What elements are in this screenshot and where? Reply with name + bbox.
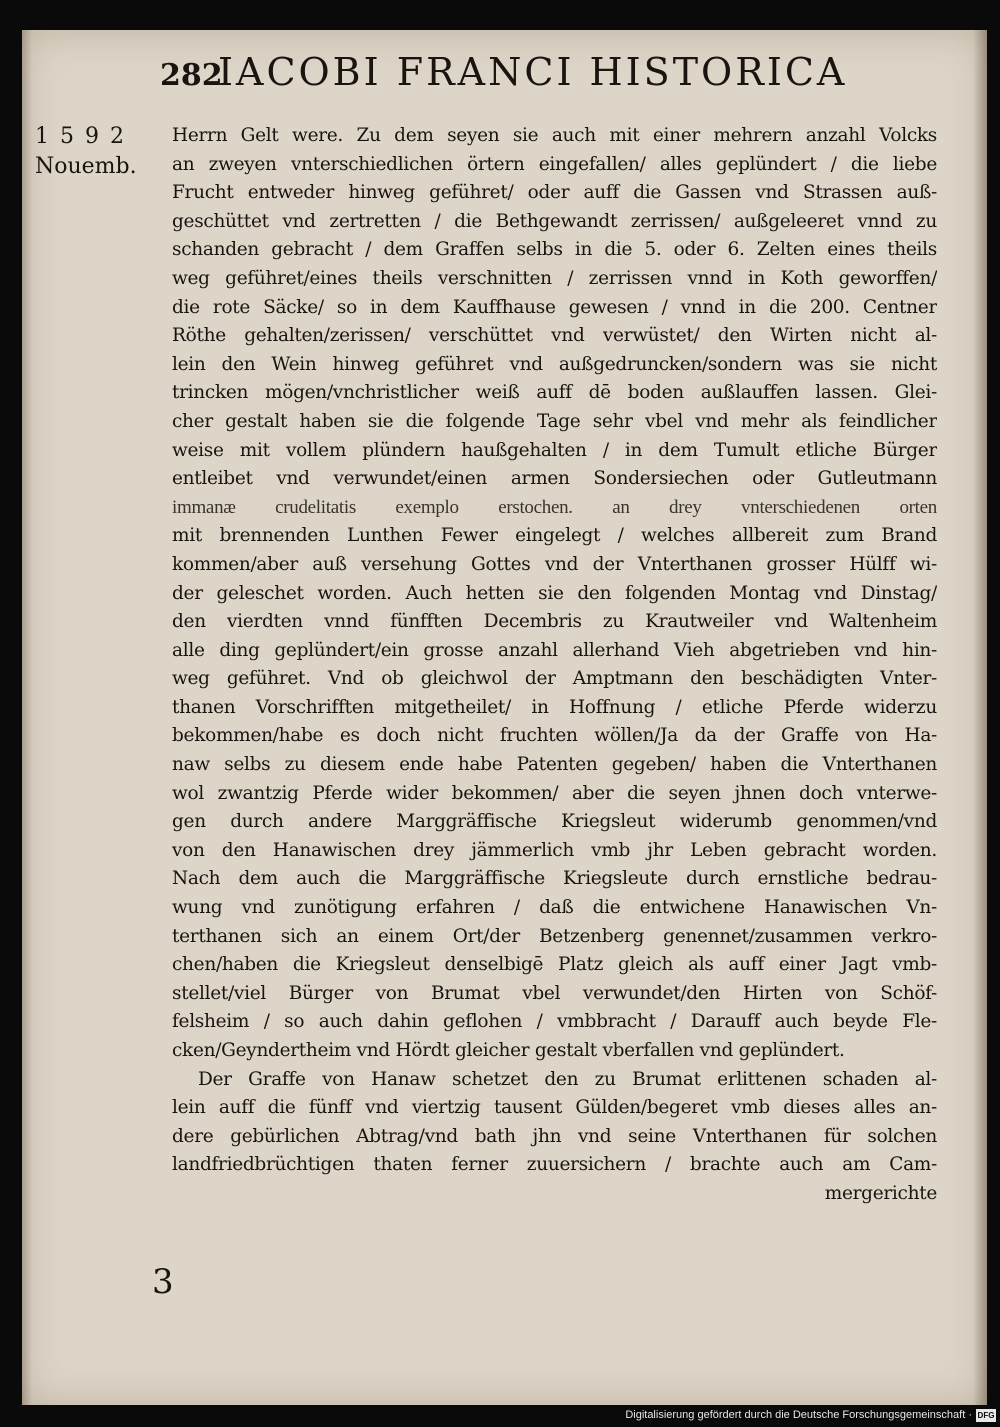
page-edge-shadow bbox=[973, 30, 987, 1405]
text-line: immanæ crudelitatis exemplo erstochen. an drey vnterschiedenen orten bbox=[172, 496, 937, 518]
text-line: an zweyen vnterschiedlichen örtern eingefallen/ alles geplündert / die liebe bbox=[172, 153, 937, 175]
text-line: felsheim / so auch dahin geflohen / vmbbracht / Darauff auch beyde Fle- bbox=[172, 1011, 937, 1033]
text-line: weg geführet. Vnd ob gleichwol der Amptmann den beschädigten Vnter- bbox=[172, 668, 937, 690]
text-line: von den Hanawischen drey jämmerlich vmb jhr Leben gebracht worden. bbox=[172, 839, 937, 861]
text-line: landfriedbrüchtigen thaten ferner zuuersichern / brachte auch am Cam- bbox=[172, 1154, 937, 1176]
text-line: der geleschet worden. Auch hetten sie den folgenden Montag vnd Dinstag/ bbox=[172, 582, 937, 604]
text-line: terthanen sich an einem Ort/der Betzenberg genennet/zusammen verkro- bbox=[172, 925, 937, 947]
text-line: lein auff die fünff vnd viertzig tausent Gülden/begeret vmb dieses alles an- bbox=[172, 1097, 937, 1119]
text-line: Frucht entweder hinweg geführet/ oder auff die Gassen vnd Strassen auß- bbox=[172, 182, 937, 204]
text-line: Röthe gehalten/zerissen/ verschüttet vnd verwüstet/ den Wirten nicht al- bbox=[172, 325, 937, 347]
text-line: gen durch andere Marggräffische Kriegsleut widerumb genommen/vnd bbox=[172, 811, 937, 833]
text-line: alle ding geplündert/ein grosse anzahl allerhand Vieh abgetrieben vnd hin- bbox=[172, 639, 937, 661]
text-line: chen/haben die Kriegsleut denselbigē Platz gleich als auff einer Jagt vmb- bbox=[172, 954, 937, 976]
catchword: mergerichte bbox=[824, 1182, 937, 1204]
margin-year: 1592 bbox=[35, 124, 135, 149]
dfg-logo-icon: DFG bbox=[977, 1411, 995, 1420]
text-line: dere gebürlichen Abtrag/vnd bath jhn vnd seine Vnterthanen für solchen bbox=[172, 1125, 937, 1147]
text-line: entleibet vnd verwundet/einen armen Sondersiechen oder Gutleutmann bbox=[172, 468, 937, 490]
text-line: cher gestalt haben sie die folgende Tage sehr vbel vnd mehr als feindlicher bbox=[172, 410, 937, 432]
text-line: stellet/viel Bürger von Brumat vbel verwundet/den Hirten von Schöf- bbox=[172, 982, 937, 1004]
marginal-note bbox=[35, 122, 175, 182]
text-line: Nach dem auch die Marggräffische Kriegsleute durch ernstliche bedrau- bbox=[172, 868, 937, 890]
text-line: kommen/aber auß versehung Gottes vnd der Vnterthanen grosser Hülff wi- bbox=[172, 553, 937, 575]
text-line: cken/Geyndertheim vnd Hördt gleicher gestalt vberfallen vnd geplündert. bbox=[172, 1040, 845, 1061]
text-line: geschüttet vnd zertretten / die Bethgewandt zerrissen/ außgeleeret vnnd zu bbox=[172, 210, 937, 232]
text-line: weg geführet/eines theils verschnitten / zerrissen vnnd in Koth geworffen/ bbox=[172, 267, 937, 289]
text-line: naw selbs zu diesem ende habe Patenten gegeben/ haben die Vnterthanen bbox=[172, 754, 937, 776]
text-line: schanden gebracht / dem Graffen selbs in die 5. oder 6. Zelten eines theils bbox=[172, 239, 937, 261]
text-line: thanen Vorschrifften mitgetheilet/ in Hoffnung / etliche Pferde widerzu bbox=[172, 696, 937, 718]
text-line: die rote Säcke/ so in dem Kauffhause gewesen / vnnd in die 200. Centner bbox=[172, 296, 937, 318]
page-gutter-shadow bbox=[22, 30, 32, 1405]
text-line: Der Graffe von Hanaw schetzet den zu Brumat erlittenen schaden al- bbox=[198, 1068, 937, 1090]
text-line: bekommen/habe es doch nicht fruchten wöllen/Ja da der Graffe von Ha- bbox=[172, 725, 937, 747]
text-line: weise mit vollem plündern haußgehalten / in dem Tumult etliche Bürger bbox=[172, 439, 937, 461]
text-line: trincken mögen/vnchristlicher weiß auff dē boden außlauffen lassen. Glei- bbox=[172, 382, 937, 404]
page-number: 282 bbox=[160, 58, 223, 93]
funding-credit: Digitalisierung gefördert durch die Deutsche Forschungsgemeinschaft · bbox=[625, 1409, 972, 1421]
text-line: den vierdten vnnd fünfften Decembris zu Krautweiler vnd Waltenheim bbox=[172, 611, 937, 633]
page-header bbox=[160, 50, 860, 110]
running-title: IACOBI FRANCI HISTORICA bbox=[218, 50, 848, 94]
margin-month: Nouemb. bbox=[35, 154, 137, 179]
signature-mark: 3 bbox=[152, 1262, 174, 1302]
body-text bbox=[172, 122, 937, 1209]
text-line: lein den Wein hinweg geführet vnd außgedruncken/sondern was sie nicht bbox=[172, 353, 937, 375]
text-line: Herrn Gelt were. Zu dem seyen sie auch mit einer mehrern anzahl Volcks bbox=[172, 125, 937, 146]
footer-bar bbox=[0, 1406, 1000, 1427]
text-line: wung vnd zunötigung erfahren / daß die entwichene Hanawischen Vn- bbox=[172, 897, 937, 919]
text-line: wol zwantzig Pferde wider bekommen/ aber die seyen jhnen doch vnterwe- bbox=[172, 782, 937, 804]
text-line: mit brennenden Lunthen Fewer eingelegt / welches allbereit zum Brand bbox=[172, 525, 937, 547]
